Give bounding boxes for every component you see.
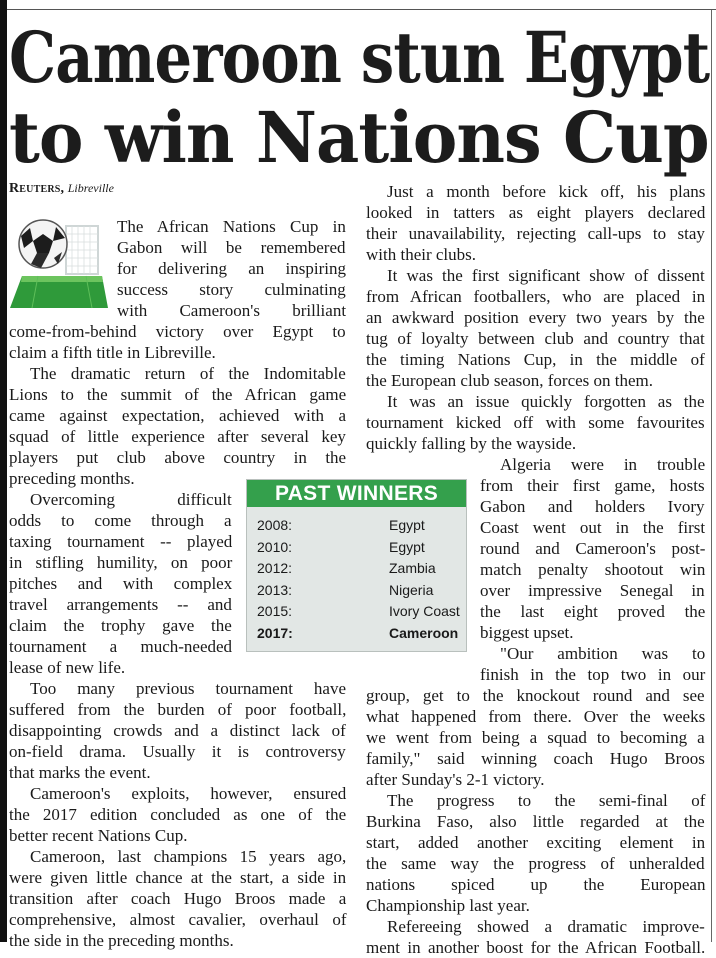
winner-year: 2013: (257, 581, 293, 598)
article-line: over impressive Senegal in (480, 581, 705, 600)
article-line: Championship last year. (366, 896, 530, 915)
top-rule (7, 9, 716, 10)
page-edge-bar (0, 0, 7, 942)
article-line: odds to come through a (9, 511, 232, 530)
article-line: an awkward position every two years by the (366, 308, 705, 327)
article-line: Algeria were in trouble (500, 455, 706, 474)
article-line: transition after coach Hugo Broos made a (9, 889, 347, 908)
article-line: travel arrangements -- and (9, 595, 232, 614)
article-line: the side in the preceding months. (9, 931, 234, 950)
article-line: on-field drama. Usually it is controversy (9, 742, 346, 761)
article-line: family," said winning coach Hugo Broos (366, 749, 705, 768)
winner-team: Nigeria (389, 581, 434, 598)
article-line: for delivering an inspiring (117, 259, 346, 278)
article-line: from African footballers, who are placed in (366, 287, 706, 306)
article-line: the 2017 edition concluded as one of the (9, 805, 347, 824)
article-line: biggest upset. (480, 623, 574, 642)
article-line: The African Nations Cup in (117, 217, 346, 236)
article-line: start, added another exciting element in (366, 833, 706, 852)
article-line: Lions to the summit of the African game (9, 385, 347, 404)
article-line: claim a fifth title in Libreville. (9, 343, 216, 362)
winner-team: Egypt (389, 538, 425, 555)
article-line: Coast went out in the first (480, 518, 706, 537)
article-line: success story culminating (117, 280, 346, 299)
article-line: match penalty shootout win (480, 560, 706, 579)
winner-row (247, 537, 466, 558)
article-line: after Sunday's 2-1 victory. (366, 770, 545, 789)
article-line: It was an issue quickly forgotten as the (387, 392, 705, 411)
winner-row (247, 601, 466, 622)
winner-year: 2008: (257, 517, 293, 533)
article-line: finish in the top two in our (480, 665, 706, 684)
winner-row (247, 580, 466, 601)
article-line: came against expectation, achieved with a (9, 406, 347, 425)
article-line: Overcoming difficult (30, 490, 232, 509)
winner-row (247, 623, 466, 644)
article-line: Burkina Faso, also little regarded at the (366, 812, 705, 831)
article-line: round and Cameroon's post- (480, 539, 706, 558)
article-line: taxing tournament -- played (9, 532, 233, 551)
article-line: tournament a much-needed (9, 637, 233, 656)
article-line: suffered from the burden of poor football, (9, 700, 347, 719)
winner-team: Zambia (389, 560, 436, 576)
article-line: the timing Nations Cup, in the middle of (366, 350, 705, 369)
article-line: we went from being a squad to becoming a (366, 728, 705, 747)
article-line: looked in tatters as eight players declared (366, 203, 706, 222)
article-line: better recent Nations Cup. (9, 826, 188, 845)
article-line: claim the trophy gave the (9, 616, 232, 635)
article-line: Gabon will be remembered (117, 238, 346, 257)
winner-year: 2017: (257, 624, 293, 641)
byline-agency: Reuters, (9, 181, 65, 196)
article-line: Cameroon's exploits, however, ensured (30, 784, 347, 803)
article-line: from their first game, hosts (480, 476, 705, 495)
winner-year: 2015: (257, 603, 293, 619)
article-line: squad of little experience after several key (9, 427, 346, 446)
byline-place: Libreville (67, 181, 114, 195)
article-line: Too many previous tournament have (30, 679, 347, 698)
headline (9, 18, 709, 178)
article-line: what happened from there. Over the weeks (366, 707, 706, 726)
article-line: ment in another boost for the African Football. (366, 938, 706, 957)
article-line: Just a month before kick off, his plans (387, 182, 706, 201)
winner-row (247, 515, 466, 536)
article-line: in stifling humility, on poor (9, 553, 233, 572)
article-line: tug of loyalty between club and country that (366, 329, 705, 348)
byline (9, 181, 114, 197)
article-line: It was the first significant show of dissent (387, 266, 705, 285)
article-line: The progress to the semi-final of (387, 791, 706, 810)
article-line: the same way the progress of unheralded (366, 854, 705, 873)
article-line: with their clubs. (366, 245, 477, 264)
article-line: group, get to the knockout round and see (366, 686, 705, 705)
winner-year: 2012: (257, 560, 293, 576)
article-line: players put club above country in the (9, 448, 347, 467)
winner-team: Egypt (389, 517, 425, 533)
article-line: come-from-behind victory over Egypt to (9, 322, 346, 341)
column-rule (711, 10, 712, 942)
article-line: with Cameroon's brilliant (117, 301, 347, 320)
winner-team: Ivory Coast (389, 603, 460, 619)
article-line: disappointing crowds and a distinct lack of (9, 721, 346, 740)
winner-year: 2010: (257, 538, 293, 555)
article-line: Gabon and holders Ivory (480, 497, 705, 516)
article-line: preceding months. (9, 469, 135, 488)
article-line: Cameroon, last champions 15 years ago, (30, 847, 347, 866)
winner-row (247, 558, 466, 579)
article-line: lease of new life. (9, 658, 126, 677)
article-line: were given little chance at the start, a side in (9, 868, 347, 887)
soccer-ball-icon (8, 214, 110, 310)
article-line: tournament kicked off with some favourites (366, 413, 705, 432)
article-line: quickly falling by the wayside. (366, 434, 577, 453)
article-line: comprehensive, almost cavalier, overhaul of (9, 910, 347, 929)
article-line: the last eight proved the (480, 602, 706, 621)
article-line: that marks the event. (9, 763, 151, 782)
past-winners-box (246, 479, 467, 652)
article-line: the European club season, forces on them. (366, 371, 654, 390)
article-line: nations spiced up the European (366, 875, 706, 894)
article-line: "Our ambition was to (500, 644, 706, 663)
headline-line-1: Cameroon stun Egypt (9, 16, 710, 99)
headline-line-2: to win Nations Cup (9, 96, 709, 179)
article-line: pitches and with complex (9, 574, 233, 593)
article-line: The dramatic return of the Indomitable (30, 364, 346, 383)
winner-team: Cameroon (389, 624, 459, 641)
article-line: Refereeing showed a dramatic improve- (387, 917, 705, 936)
article-line: their unavailability, rejecting call-ups to stay (366, 224, 705, 243)
past-winners-title: PAST WINNERS (247, 480, 466, 507)
